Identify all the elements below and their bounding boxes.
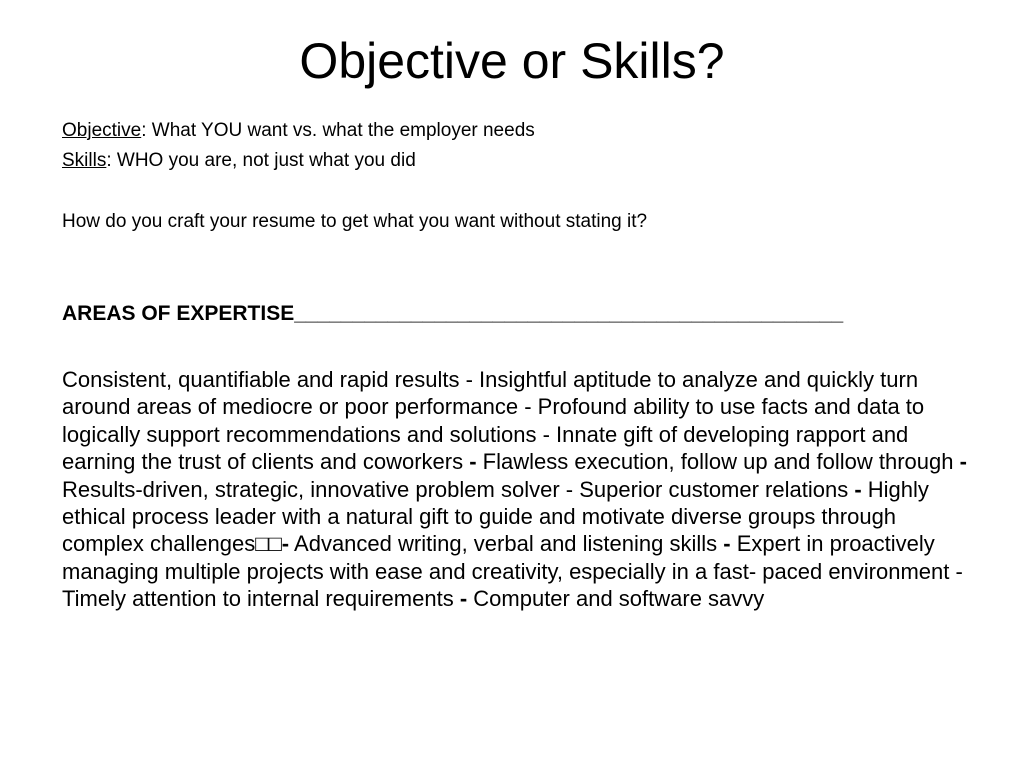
- skills-line: [62, 146, 972, 176]
- expertise-text-segment: Flawless execution, follow up and follow through: [476, 449, 960, 475]
- separator-bold: -: [854, 476, 862, 502]
- question-text: How do you craft your resume to get what you want without stating it?: [62, 211, 648, 232]
- expertise-text-segment: Highly ethical process leader with a natural gift to guide and motivate diverse groups through complex challenges: [62, 476, 929, 557]
- objective-text: : What YOU want vs. what the employer needs: [141, 120, 535, 141]
- skills-text: : WHO you are, not just what you did: [106, 150, 416, 171]
- skills-term: Skills: [62, 150, 107, 171]
- slide-body: [62, 116, 972, 613]
- separator-bold: □□-: [255, 531, 290, 557]
- separator-bold: -: [959, 449, 967, 475]
- expertise-text-segment: Consistent, quantifiable and rapid results - Insightful aptitude to analyze and quickly turn around areas of mediocre or poor performance - Profound ability to use facts and data to logically support recommendations and solutions - Innate gift of developing rapport and earning the trust of clients and coworkers: [62, 367, 925, 475]
- objective-line: [62, 116, 972, 146]
- separator-bold: -: [469, 449, 477, 475]
- separator-bold: -: [723, 531, 731, 557]
- expertise-text-segment: Results-driven, strategic, innovative problem solver - Superior customer relations: [62, 476, 855, 502]
- areas-of-expertise-heading: AREAS OF EXPERTISE_______________________________________________: [62, 302, 844, 325]
- expertise-text-segment: Computer and software savvy: [467, 586, 765, 612]
- expertise-paragraph: [62, 366, 972, 613]
- expertise-text-segment: Expert in proactively managing multiple projects with ease and creativity, especially in a fast- paced environment -Timely attention to internal requirements: [62, 531, 963, 612]
- expertise-text-segment: Advanced writing, verbal and listening skills: [289, 531, 724, 557]
- slide-title: Objective or Skills?: [299, 33, 725, 89]
- separator-bold: -: [459, 586, 468, 612]
- objective-term: Objective: [62, 120, 142, 141]
